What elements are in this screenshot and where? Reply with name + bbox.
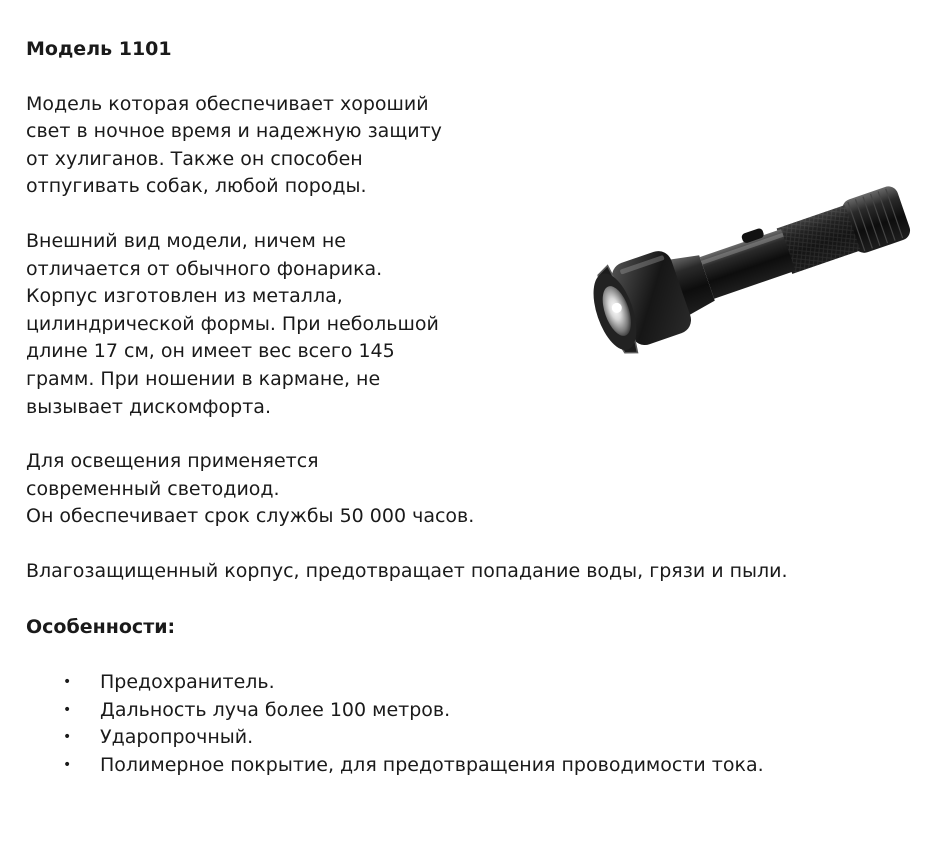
intro-paragraph: Модель которая обеспечивает хороший свет в ночное время и надежную защиту от хулиганов. Также он способен отпугивать собак, любой породы. [26, 92, 442, 198]
waterproof-paragraph: Влагозащищенный корпус, предотвращает попадание воды, грязи и пыли. [26, 559, 788, 582]
feature-text: Предохранитель. [100, 671, 275, 694]
lighting-paragraph: Для освещения применяется современный светодиод. Он обеспечивает срок службы 50 000 часов. [26, 450, 475, 528]
bullet-icon: • [63, 701, 72, 718]
list-item [26, 724, 936, 752]
features-list [26, 669, 936, 779]
bullet-icon: • [63, 729, 72, 746]
feature-text: Дальность луча более 100 метров. [100, 698, 451, 721]
feature-text: Ударопрочный. [100, 726, 254, 749]
list-item [26, 752, 936, 780]
features-heading: Особенности: [26, 615, 176, 638]
appearance-paragraph: Внешний вид модели, ничем не отличается от обычного фонарика. Корпус изготовлен из металла, цилиндрической формы. При небольшой длине 17 см, он имеет вес всего 145 грамм. При ношении в кармане, не вызывает дискомфорта. [26, 229, 439, 418]
list-item [26, 697, 936, 725]
flashlight-image [560, 130, 940, 430]
bullet-icon: • [63, 756, 72, 773]
feature-text: Полимерное покрытие, для предотвращения проводимости тока. [100, 753, 764, 776]
page-title: Модель 1101 [26, 38, 172, 60]
list-item [26, 669, 936, 697]
bullet-icon: • [63, 674, 72, 691]
